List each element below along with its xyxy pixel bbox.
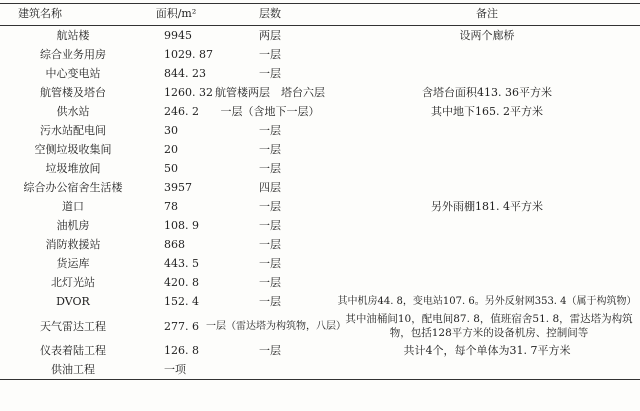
cell-name: 油机房 [56, 219, 90, 232]
cell-name: 供油工程 [0, 360, 146, 380]
cell-area: 108. 9 [164, 219, 199, 232]
cell-note [334, 254, 640, 273]
cell-name: 天气雷达工程 [40, 319, 106, 333]
cell-note [334, 360, 640, 380]
cell-note [334, 235, 640, 254]
table-row [0, 64, 640, 83]
cell-floors: 一层 [259, 276, 281, 289]
cell-name: 空侧垃圾收集间 [34, 143, 112, 156]
cell-note [334, 273, 640, 292]
cell-name: 消防救援站 [45, 238, 101, 251]
table-row [0, 140, 640, 159]
cell-note [334, 45, 640, 64]
cell-name: 北灯光站 [51, 276, 95, 289]
cell-name: 航管楼及塔台 [40, 86, 106, 99]
cell-area: 844. 23 [164, 67, 206, 80]
cell-area: 78 [164, 200, 178, 213]
cell-name: 仪表着陆工程 [40, 344, 106, 357]
cell-floors: 一层 [259, 200, 281, 213]
cell-name: 供水站 [56, 105, 90, 118]
cell-note [334, 64, 640, 83]
cell-name: 污水站配电间 [40, 124, 106, 137]
cell-floors: 一层 [259, 124, 281, 137]
cell-area: 868 [164, 238, 185, 251]
cell-floors: 航管楼两层 塔台六层 [215, 86, 325, 99]
table-row [0, 121, 640, 140]
table-row [0, 254, 640, 273]
cell-note: 其中机房44. 8，变电站107. 6。另外反射网353. 4（属于构筑物） [337, 296, 637, 307]
building-table [0, 3, 640, 380]
cell-area: 152. 4 [164, 295, 199, 308]
cell-floors: 一层 [259, 344, 281, 357]
table-row [0, 341, 640, 360]
cell-note: 共计4个，每个单体为31. 7平方米 [403, 344, 571, 357]
cell-name: 道口 [62, 200, 84, 213]
header-floors: 层数 [206, 4, 334, 26]
cell-name: 综合办公宿舍生活楼 [23, 181, 123, 194]
table-row [0, 360, 640, 380]
cell-floors: 一层 [259, 257, 281, 270]
cell-floors: 四层 [259, 181, 281, 194]
cell-note: 其中地下165. 2平方米 [431, 105, 543, 118]
cell-note [334, 178, 640, 197]
cell-note: 含塔台面积413. 36平方米 [422, 86, 552, 99]
cell-area: 50 [164, 162, 178, 175]
table-row [0, 26, 640, 46]
cell-area: 9945 [164, 29, 192, 42]
table-row [0, 83, 640, 102]
cell-name: 航站楼 [56, 29, 90, 42]
cell-floors: 一层 [259, 238, 281, 251]
cell-floors [206, 360, 334, 380]
cell-note [334, 140, 640, 159]
cell-note [334, 159, 640, 178]
cell-floors: 两层 [259, 29, 281, 42]
cell-area: 20 [164, 143, 178, 156]
table-row [0, 45, 640, 64]
header-note: 备注 [334, 4, 640, 26]
cell-note: 其中油桶间10，配电间87. 8，值班宿舍51. 8，雷达塔为构筑物，包括128平方米的设备机房、控制间等 [345, 313, 633, 339]
table-row [0, 178, 640, 197]
cell-floors: 一层 [259, 67, 281, 80]
cell-area: 246. 2 [164, 105, 199, 118]
cell-name: 货运库 [56, 257, 90, 270]
cell-name: 中心变电站 [45, 67, 101, 80]
cell-name: 垃圾堆放间 [45, 162, 101, 175]
cell-floors: 一层 [259, 143, 281, 156]
cell-area: 420. 8 [164, 276, 199, 289]
cell-note [334, 121, 640, 140]
cell-floors: 一层 [259, 219, 281, 232]
cell-name: 综合业务用房 [40, 48, 106, 61]
cell-area: 126. 8 [164, 344, 199, 357]
header-area: 面积/m² [146, 4, 206, 26]
cell-floors: 一层（含地下一层） [220, 105, 320, 118]
table-row [0, 311, 640, 341]
cell-floors: 一层 [259, 162, 281, 175]
cell-area: 277. 6 [164, 319, 199, 333]
cell-area: 3957 [164, 181, 192, 194]
table-row [0, 235, 640, 254]
table-row [0, 216, 640, 235]
table-row [0, 292, 640, 311]
cell-note: 设两个廊桥 [459, 29, 515, 42]
cell-name: DVOR [56, 295, 90, 308]
header-row [0, 4, 640, 26]
cell-note: 另外雨棚181. 4平方米 [431, 200, 543, 213]
cell-area: 443. 5 [164, 257, 199, 270]
cell-area: 1029. 87 [164, 48, 213, 61]
table-row [0, 197, 640, 216]
cell-floors: 一层 [259, 48, 281, 61]
cell-area: 30 [164, 124, 178, 137]
cell-floors: 一层（雷达塔为构筑物，八层） [206, 320, 346, 332]
cell-area: 一项 [146, 360, 206, 380]
table-row [0, 273, 640, 292]
cell-area: 1260. 32 [164, 86, 213, 99]
cell-floors: 一层 [259, 295, 281, 308]
header-name: 建筑名称 [0, 4, 146, 26]
table-row [0, 102, 640, 121]
table-row [0, 159, 640, 178]
cell-note [334, 216, 640, 235]
